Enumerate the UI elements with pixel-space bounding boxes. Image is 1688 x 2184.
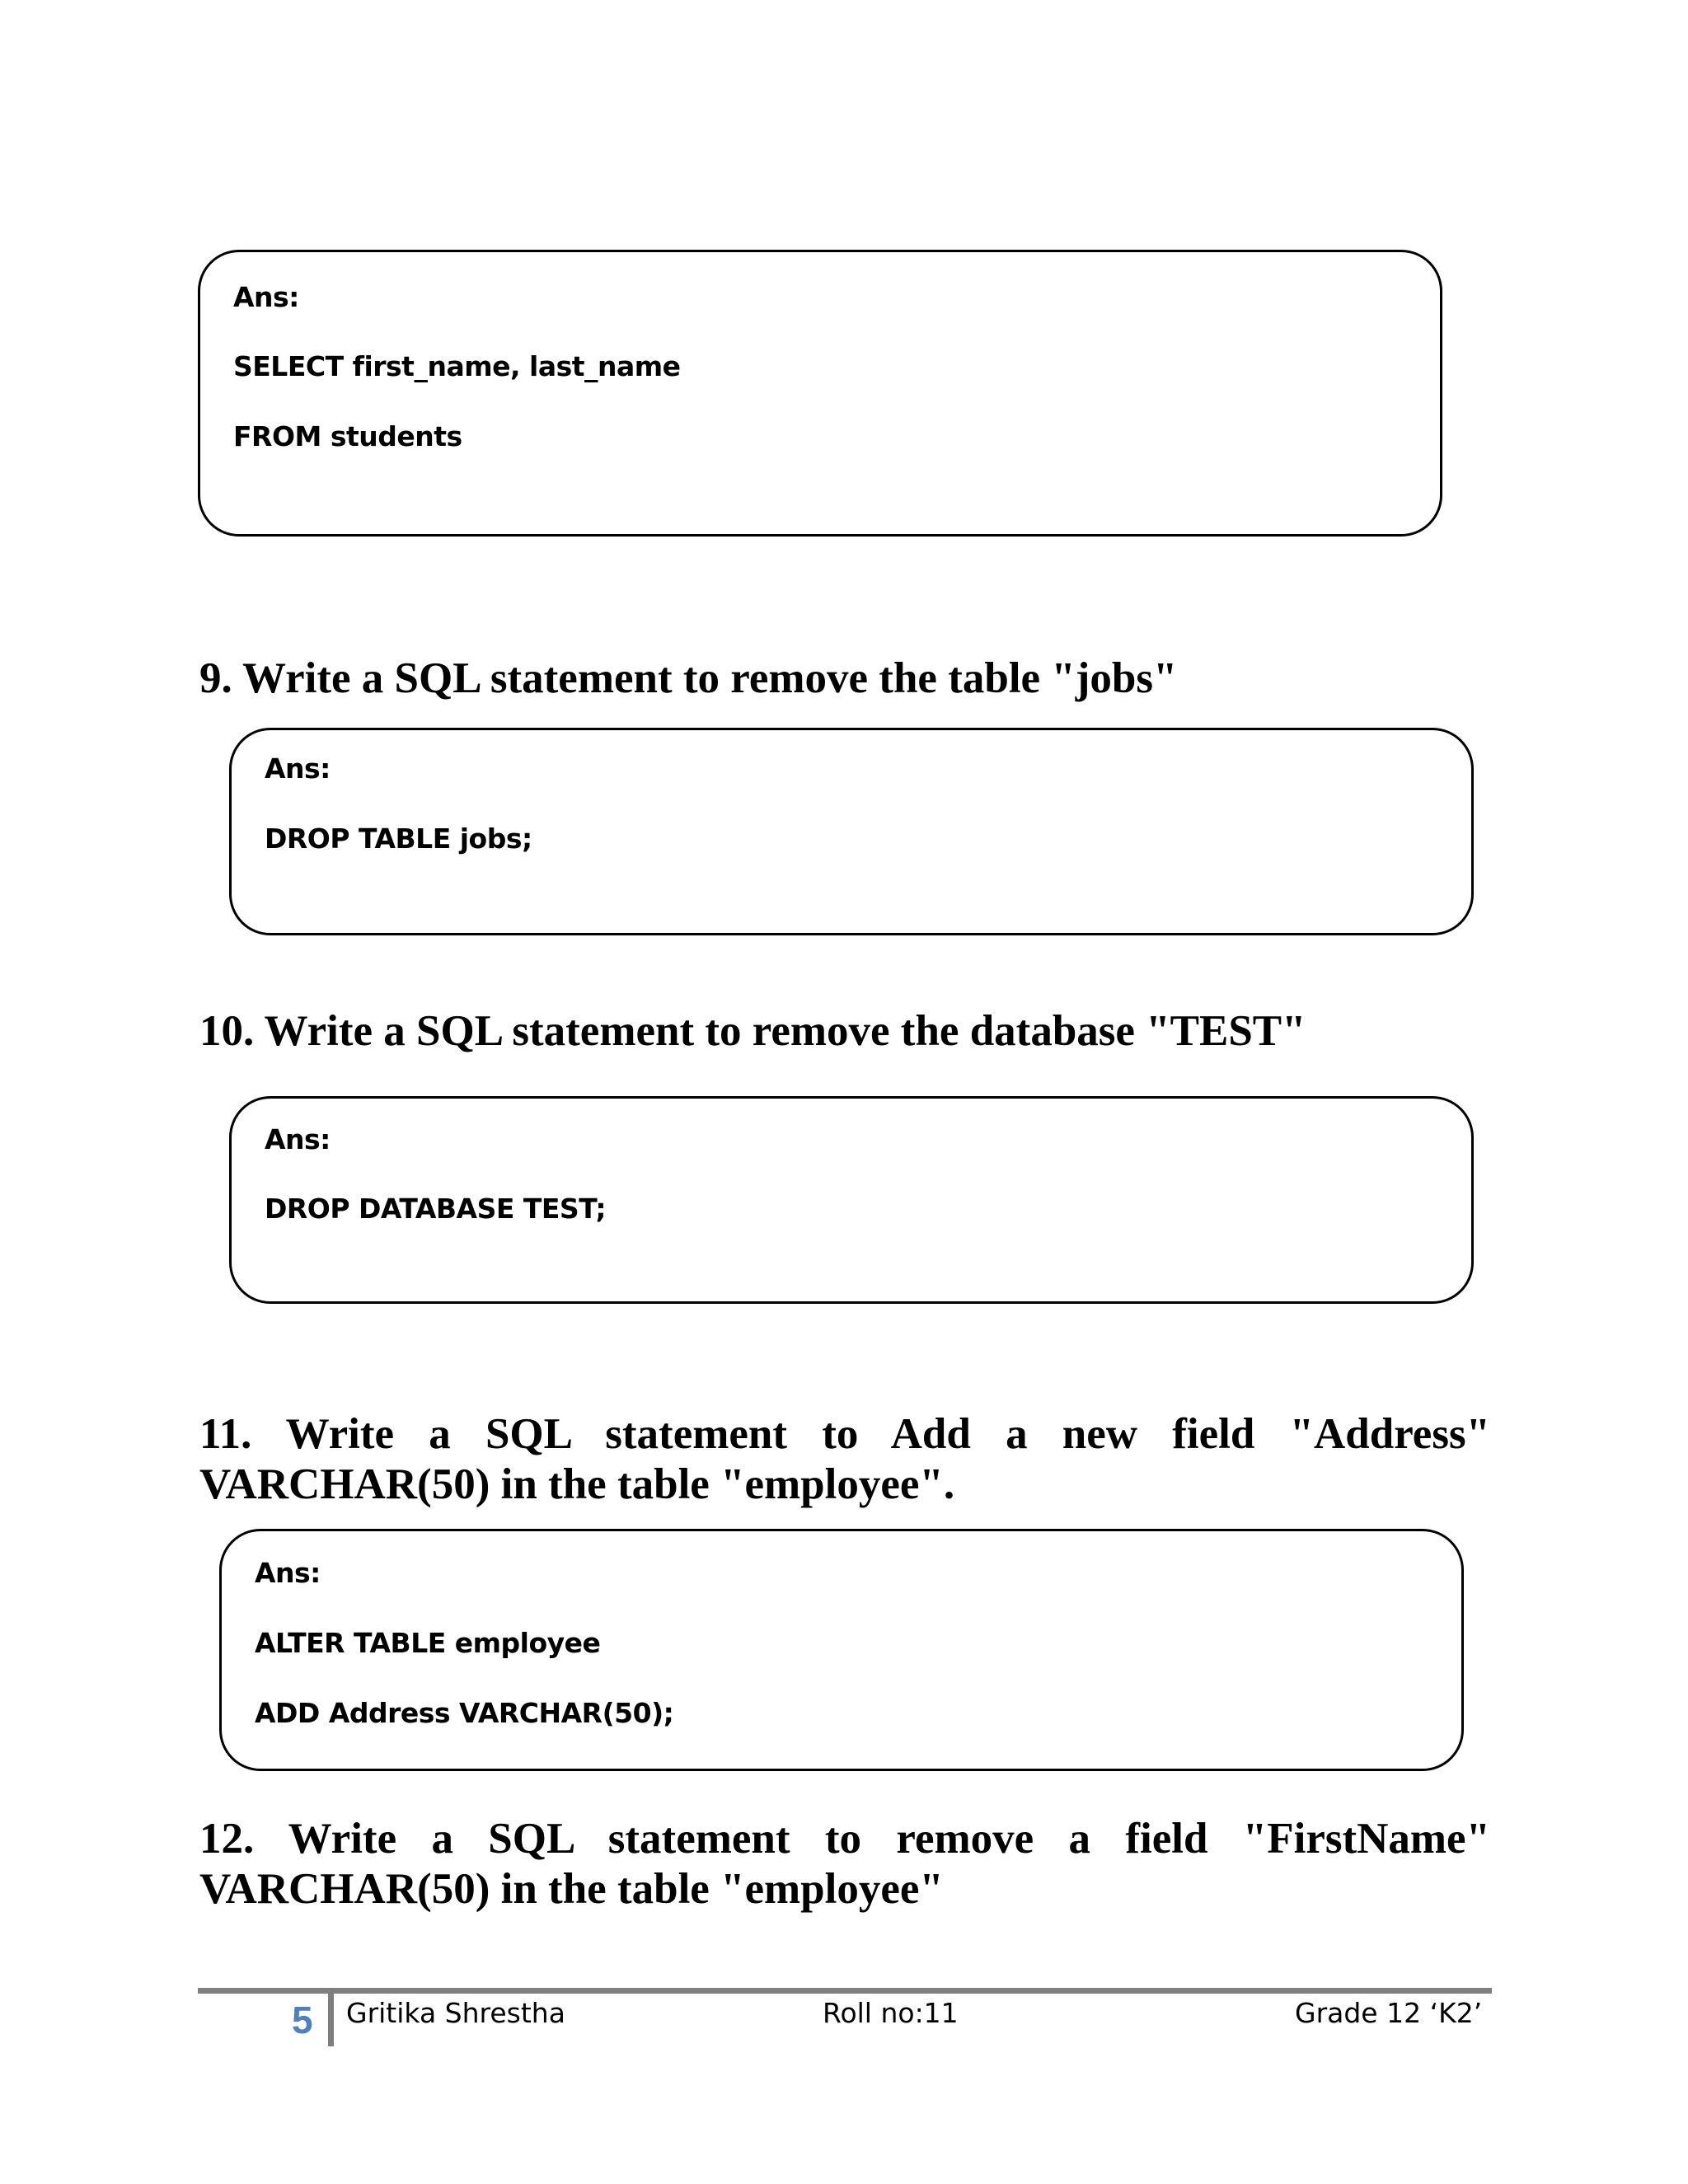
question-9: 9. Write a SQL statement to remove the table "jobs" [199,654,1178,702]
page-number: 5 [292,1999,313,2041]
answer-line: DROP DATABASE TEST; [265,1193,607,1225]
footer-student-name: Gritika Shrestha [346,1997,565,2029]
answer-line: ALTER TABLE employee [255,1627,601,1659]
answer-box-q8 [198,250,1442,537]
question-11: 11. Write a SQL statement to Add a new field "Address" VARCHAR(50) in the table "employee". [199,1410,1490,1508]
answer-box-q9 [229,728,1474,935]
footer-grade: Grade 12 ‘K2’ [1295,1997,1483,2029]
answer-line: SELECT first_name, last_name [233,350,681,382]
footer-divider [328,1994,334,2046]
answer-box-q11 [219,1529,1464,1771]
answer-label: Ans: [233,281,299,313]
answer-line: DROP TABLE jobs; [265,823,532,855]
footer-roll-number: Roll no:11 [823,1997,959,2029]
question-12: 12. Write a SQL statement to remove a field "FirstName" VARCHAR(50) in the table "employee" [199,1815,1490,1913]
answer-line: ADD Address VARCHAR(50); [255,1697,674,1729]
answer-line: FROM students [233,420,462,452]
answer-label: Ans: [255,1557,321,1589]
answer-label: Ans: [265,752,331,785]
footer-rule [198,1988,1492,1994]
answer-label: Ans: [265,1123,331,1155]
question-10: 10. Write a SQL statement to remove the database "TEST" [199,1007,1306,1055]
answer-box-q10 [229,1096,1474,1304]
